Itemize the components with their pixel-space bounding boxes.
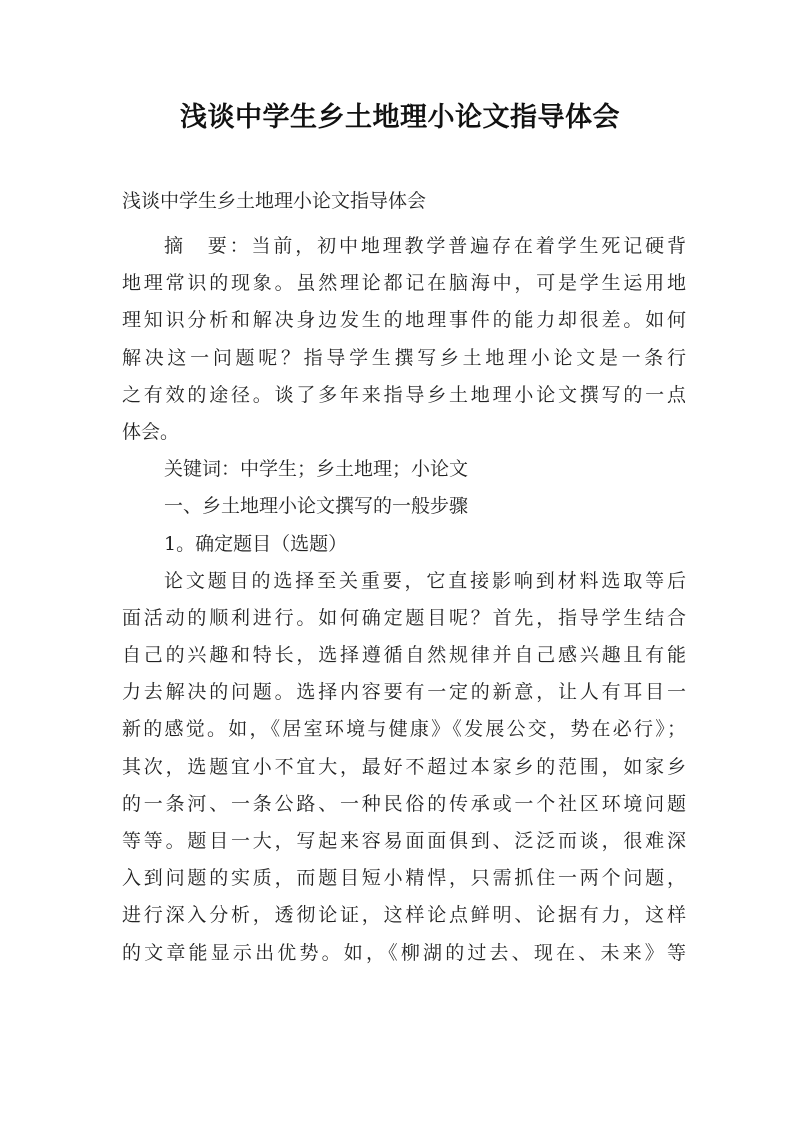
paragraph-line: 的文章能显示出优势。如，《柳湖的过去、现在、未来》等 xyxy=(122,941,686,964)
paragraph-line: 等等。题目一大，写起来容易面面俱到、泛泛而谈，很难深 xyxy=(122,830,686,852)
abstract-line: 之有效的途径。谈了多年来指导乡土地理小论文撰写的一点 xyxy=(122,383,686,406)
section-heading: 一、乡土地理小论文撰写的一般步骤 xyxy=(164,495,469,518)
document-title: 浅谈中学生乡土地理小论文指导体会 xyxy=(180,102,620,133)
paragraph-line: 的一条河、一条公路、一种民俗的传承或一个社区环境问题 xyxy=(122,792,686,815)
paragraph-line: 其次，选题宜小不宜大，最好不超过本家乡的范围，如家乡 xyxy=(122,755,686,778)
paragraph-line: 入到问题的实质，而题目短小精悍，只需抓住一两个问题， xyxy=(122,867,686,890)
paragraph-line: 进行深入分析，透彻论证，这样论点鲜明、论据有力，这样 xyxy=(122,904,686,927)
abstract-line: 体会。 xyxy=(122,420,180,443)
abstract-line: 理知识分析和解决身边发生的地理事件的能力却很差。如何 xyxy=(122,309,686,332)
paragraph-line: 论文题目的选择至关重要，它直接影响到材料选取等后 xyxy=(164,569,686,592)
paragraph-line: 面活动的顺利进行。如何确定题目呢？首先，指导学生结合 xyxy=(122,606,686,629)
paragraph-line: 新的感觉。如，《居室环境与健康》《发展公交，势在必行》； xyxy=(122,718,686,741)
paragraph-line: 自己的兴趣和特长，选择遵循自然规律并自己感兴趣且有能 xyxy=(122,644,686,667)
subsection-heading: 1。确定题目（选题） xyxy=(164,532,348,555)
abstract-line: 地理常识的现象。虽然理论都记在脑海中，可是学生运用地 xyxy=(122,272,686,295)
abstract-line: 摘 要：当前，初中地理教学普遍存在着学生死记硬背 xyxy=(164,235,686,257)
document-body xyxy=(122,228,686,972)
document-subtitle: 浅谈中学生乡土地理小论文指导体会 xyxy=(122,190,427,212)
paragraph-line: 力去解决的问题。选择内容要有一定的新意，让人有耳目一 xyxy=(122,681,686,704)
abstract-line: 解决这一问题呢？指导学生撰写乡土地理小论文是一条行 xyxy=(122,346,686,369)
keywords-line: 关键词：中学生；乡土地理；小论文 xyxy=(164,458,469,481)
